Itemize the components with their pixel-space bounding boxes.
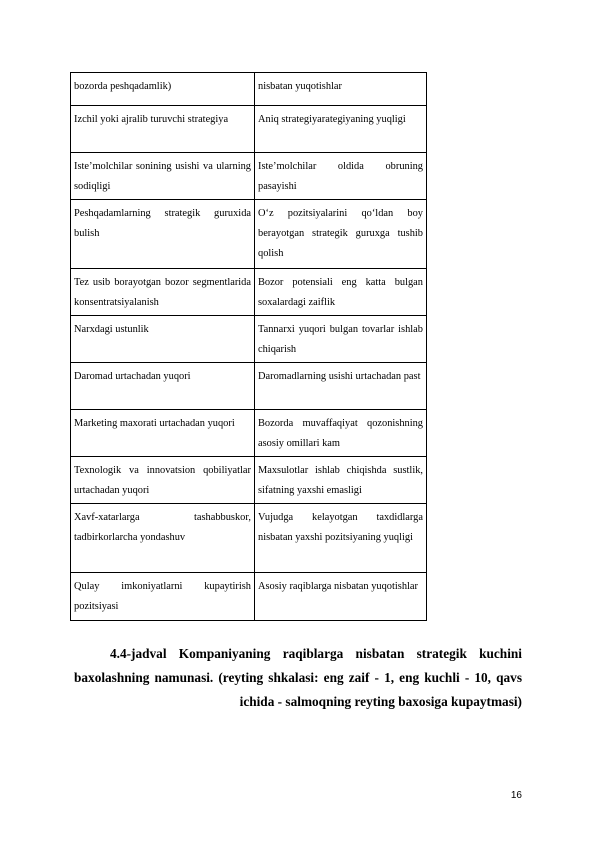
table-row (71, 457, 427, 504)
table-row (71, 73, 427, 106)
table-row (71, 153, 427, 200)
table-row (71, 573, 427, 621)
table-row (71, 504, 427, 573)
table-cell-strength: Iste’molchilar sonining usishi va ularning sodiqligi (71, 153, 255, 200)
table-cell-weakness: Bozorda muvaffaqiyat qozonishning asosiy omillari kam (255, 410, 427, 457)
page-number: 16 (510, 790, 522, 801)
table-cell-strength: Daromad urtachadan yuqori (71, 363, 255, 410)
table-row (71, 363, 427, 410)
table-cell-weakness: Aniq strategiyarategiyaning yuqligi (255, 106, 427, 153)
table-cell-weakness: Daromadlarning usishi urtachadan past (255, 363, 427, 410)
table-body (71, 73, 427, 621)
table-cell-weakness: Tannarxi yuqori bulgan tovarlar ishlab chiqarish (255, 316, 427, 363)
table-cell-weakness: Bozor potensiali eng katta bulgan soxalardagi zaiflik (255, 269, 427, 316)
table-row (71, 316, 427, 363)
table-cell-strength: Xavf-xatarlarga tashabbuskor, tadbirkorlarcha yondashuv (71, 504, 255, 573)
table-row (71, 410, 427, 457)
table-cell-weakness: nisbatan yuqotishlar (255, 73, 427, 106)
table-row (71, 269, 427, 316)
table-cell-strength: Qulay imkoniyatlarni kupaytirish pozitsiyasi (71, 573, 255, 621)
table-cell-weakness: Iste’molchilar oldida obruning pasayishi (255, 153, 427, 200)
table-cell-weakness: Asosiy raqiblarga nisbatan yuqotishlar (255, 573, 427, 621)
table-cell-strength: Peshqadamlarning strategik guruxida bulish (71, 200, 255, 269)
table-row (71, 106, 427, 153)
table-cell-strength: Texnologik va innovatsion qobiliyatlar urtachadan yuqori (71, 457, 255, 504)
strengths-weaknesses-table (70, 72, 427, 621)
table-cell-strength: Izchil yoki ajralib turuvchi strategiya (71, 106, 255, 153)
table-cell-strength: Narxdagi ustunlik (71, 316, 255, 363)
table-cell-strength: Marketing maxorati urtachadan yuqori (71, 410, 255, 457)
table-cell-weakness: Vujudga kelayotgan taxdidlarga nisbatan yaxshi pozitsiyaning yuqligi (255, 504, 427, 573)
table-row (71, 200, 427, 269)
table-cell-weakness: O‘z pozitsiyalarini qo‘ldan boy berayotgan strategik guruxga tushib qolish (255, 200, 427, 269)
table-cell-strength: Tez usib borayotgan bozor segmentlarida konsentratsiyalanish (71, 269, 255, 316)
table-caption: 4.4-jadval Kompaniyaning raqiblarga nisbatan strategik kuchini baxolashning namunasi. (reyting shkalasi: eng zaif - 1, eng kuchli - 10, qavs ichida - salmoqning reyting baxosiga kupaytmasi) (74, 646, 522, 709)
table-cell-strength: bozorda peshqadamlik) (71, 73, 255, 106)
table-cell-weakness: Maxsulotlar ishlab chiqishda sustlik, sifatning yaxshi emasligi (255, 457, 427, 504)
